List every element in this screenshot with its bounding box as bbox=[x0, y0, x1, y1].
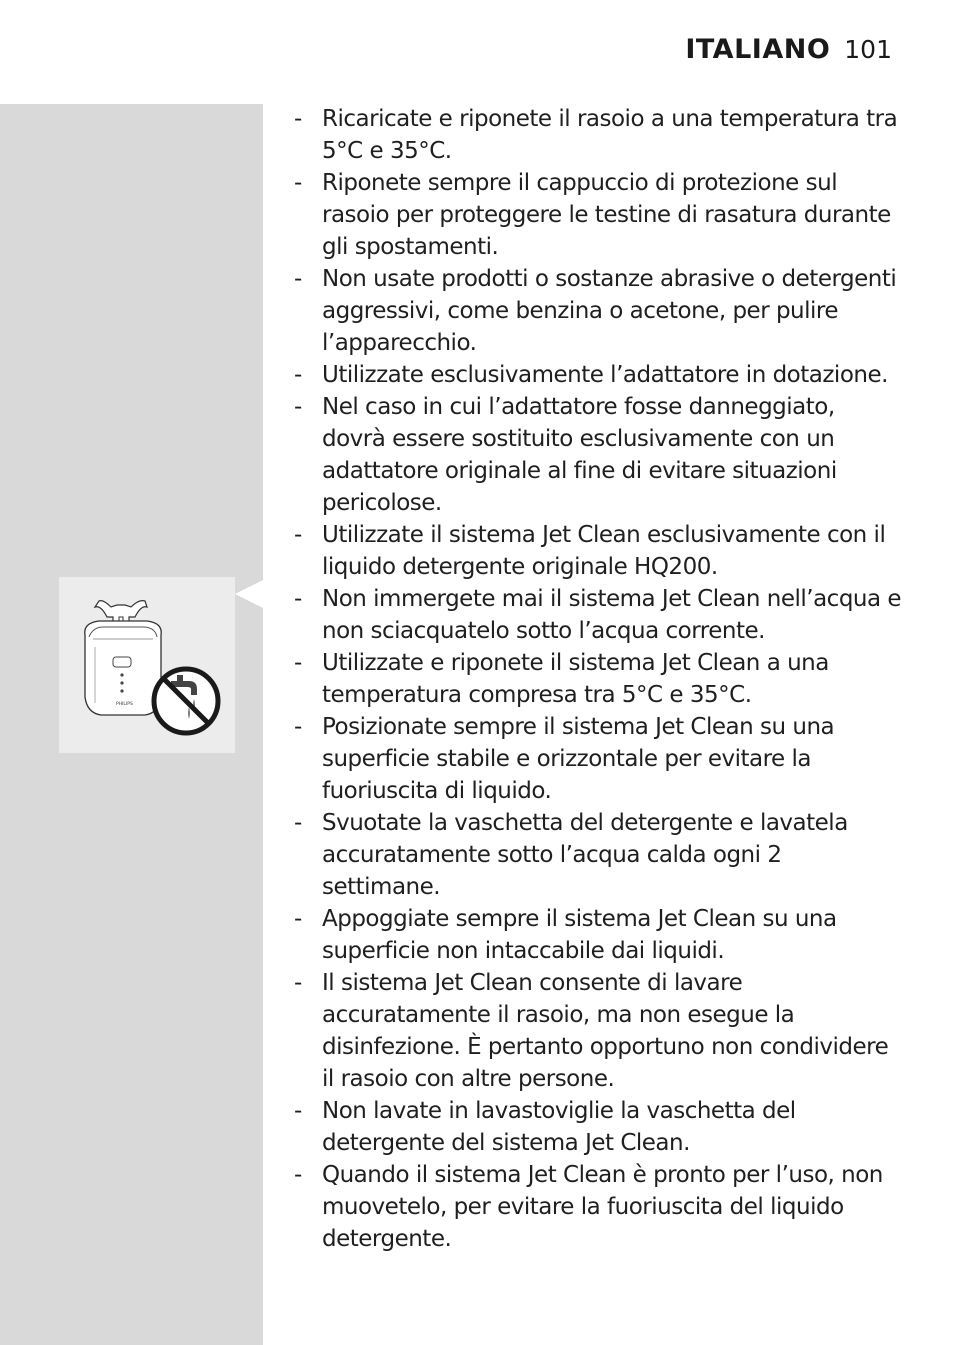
bullet-dash: - bbox=[294, 714, 302, 740]
illustration-frame bbox=[59, 577, 235, 753]
safety-list bbox=[292, 103, 902, 1255]
list-item: - Il sistema Jet Clean consente di lavare accuratamente il rasoio, ma non esegue la disinfezione. È pertanto opportuno non condividere il rasoio con altre persone. bbox=[292, 967, 902, 1095]
bullet-dash: - bbox=[294, 970, 302, 996]
list-item: - Riponete sempre il cappuccio di protezione sul rasoio per proteggere le testine di rasatura durante gli spostamenti. bbox=[292, 167, 902, 263]
list-item: - Non usate prodotti o sostanze abrasive o detergenti aggressivi, come benzina o acetone, per pulire l’apparecchio. bbox=[292, 263, 902, 359]
bullet-dash: - bbox=[294, 650, 302, 676]
bullet-dash: - bbox=[294, 170, 302, 196]
list-item: - Non lavate in lavastoviglie la vaschetta del detergente del sistema Jet Clean. bbox=[292, 1095, 902, 1159]
page-number: 101 bbox=[844, 35, 892, 64]
list-item: - Ricaricate e riponete il rasoio a una temperatura tra 5°C e 35°C. bbox=[292, 103, 902, 167]
bullet-dash: - bbox=[294, 1162, 302, 1188]
jet-clean-no-water-icon bbox=[59, 577, 235, 753]
bullet-dash: - bbox=[294, 362, 302, 388]
bullet-dash: - bbox=[294, 522, 302, 548]
list-item: - Posizionate sempre il sistema Jet Clean su una superficie stabile e orizzontale per evitare la fuoriuscita di liquido. bbox=[292, 711, 902, 807]
bullet-dash: - bbox=[294, 586, 302, 612]
bullet-dash: - bbox=[294, 906, 302, 932]
list-item: - Quando il sistema Jet Clean è pronto per l’uso, non muovetelo, per evitare la fuoriuscita del liquido detergente. bbox=[292, 1159, 902, 1255]
bullet-dash: - bbox=[294, 1098, 302, 1124]
bullet-dash: - bbox=[294, 266, 302, 292]
brand-label: PHILIPS bbox=[116, 702, 133, 707]
list-item: - Appoggiate sempre il sistema Jet Clean su una superficie non intaccabile dai liquidi. bbox=[292, 903, 902, 967]
bullet-dash: - bbox=[294, 810, 302, 836]
illustration-pointer bbox=[235, 580, 263, 608]
list-item: - Utilizzate e riponete il sistema Jet Clean a una temperatura compresa tra 5°C e 35°C. bbox=[292, 647, 902, 711]
list-item: - Utilizzate esclusivamente l’adattatore in dotazione. bbox=[292, 359, 902, 391]
list-item: - Svuotate la vaschetta del detergente e lavatela accuratamente sotto l’acqua calda ogni 2 settimane. bbox=[292, 807, 902, 903]
language-title: ITALIANO bbox=[685, 34, 831, 65]
page-header bbox=[685, 34, 892, 65]
bullet-dash: - bbox=[294, 394, 302, 420]
bullet-dash: - bbox=[294, 106, 302, 132]
list-item: - Nel caso in cui l’adattatore fosse danneggiato, dovrà essere sostituito esclusivamente con un adattatore originale al fine di evitare situazioni pericolose. bbox=[292, 391, 902, 519]
list-item: - Non immergete mai il sistema Jet Clean nell’acqua e non sciacquatelo sotto l’acqua corrente. bbox=[292, 583, 902, 647]
list-item: - Utilizzate il sistema Jet Clean esclusivamente con il liquido detergente originale HQ200. bbox=[292, 519, 902, 583]
